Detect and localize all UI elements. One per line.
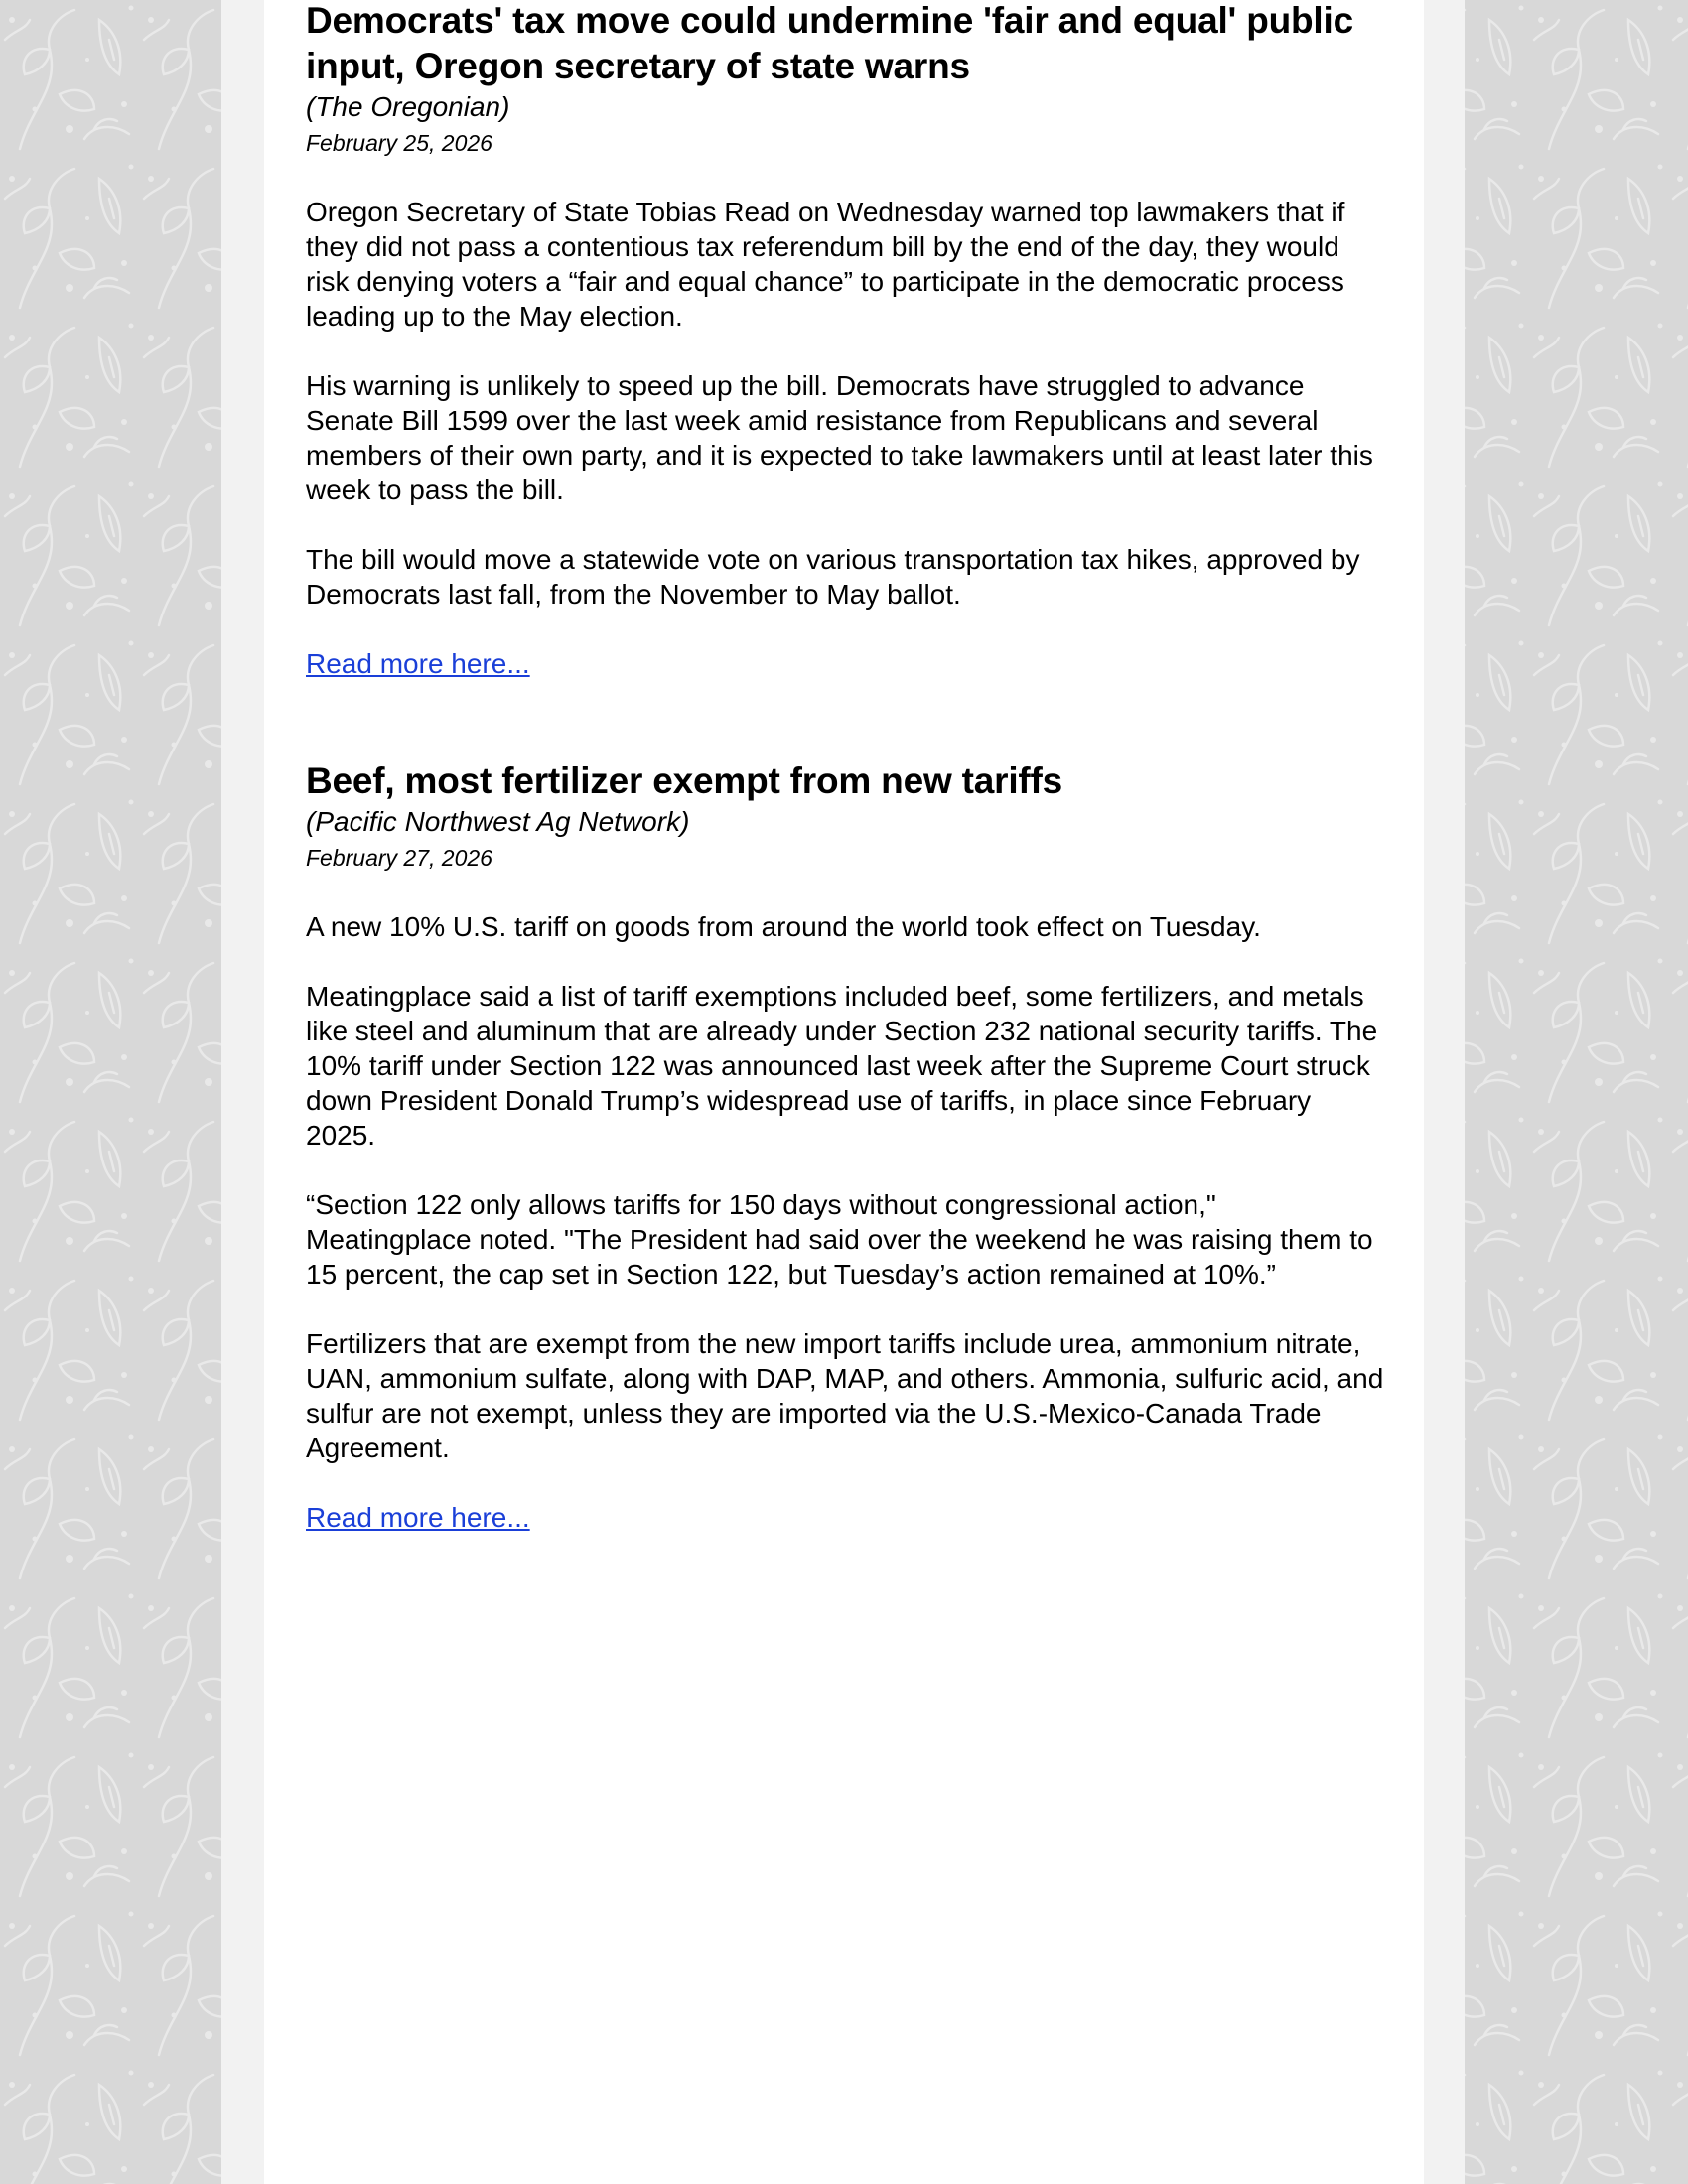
article-paragraph: Fertilizers that are exempt from the new import tariffs include urea, ammonium nitrate, UAN, ammonium sulfate, along with DAP, MAP, and others. Ammonia, sulfuric acid, and sulfur are not exempt, unless they are imported via the U.S.-Mexico-Canada Trade Agreement. [306, 1328, 1384, 1463]
newsletter-content [264, 0, 1424, 2184]
article-paragraph: “Section 122 only allows tariffs for 150 days without congressional action," Meatingplace noted. "The President had said over the weekend he was raising them to 15 percent, the cap set in Section 122, but Tuesday’s action remained at 10%.” [306, 1189, 1373, 1290]
article-paragraph: The bill would move a statewide vote on various transportation tax hikes, approved by Democrats last fall, from the November to May ballot. [306, 544, 1360, 610]
article-oregon-tax-referendum [306, 0, 1384, 681]
newsletter-inner [264, 0, 1424, 1535]
article-source: (The Oregonian) [306, 91, 510, 122]
read-more-link[interactable]: Read more here... [306, 1502, 530, 1533]
article-source: (Pacific Northwest Ag Network) [306, 806, 690, 837]
article-beef-fertilizer-tariffs [306, 758, 1384, 1535]
article-paragraph: His warning is unlikely to speed up the bill. Democrats have struggled to advance Senate Bill 1599 over the last week amid resistance from Republicans and several members of their own party, and it is expected to take lawmakers until at least later this week to pass the bill. [306, 370, 1373, 505]
article-headline: Beef, most fertilizer exempt from new tariffs [306, 760, 1063, 801]
article-paragraph: Meatingplace said a list of tariff exemptions included beef, some fertilizers, and metals like steel and aluminum that are already under Section 232 national security tariffs. The 10% tariff under Section 122 was announced last week after the Supreme Court struck down President Donald Trump’s widespread use of tariffs, in place since February 2025. [306, 981, 1378, 1151]
article-paragraph: Oregon Secretary of State Tobias Read on Wednesday warned top lawmakers that if they did not pass a contentious tax referendum bill by the end of the day, they would risk denying voters a “fair and equal chance” to participate in the democratic process leading up to the May election. [306, 197, 1345, 332]
article-paragraph: A new 10% U.S. tariff on goods from around the world took effect on Tuesday. [306, 911, 1261, 942]
article-headline: Democrats' tax move could undermine 'fair and equal' public input, Oregon secretary of state warns [306, 0, 1353, 86]
read-more-link[interactable]: Read more here... [306, 648, 530, 679]
article-date: February 27, 2026 [306, 845, 492, 871]
article-date: February 25, 2026 [306, 130, 492, 156]
